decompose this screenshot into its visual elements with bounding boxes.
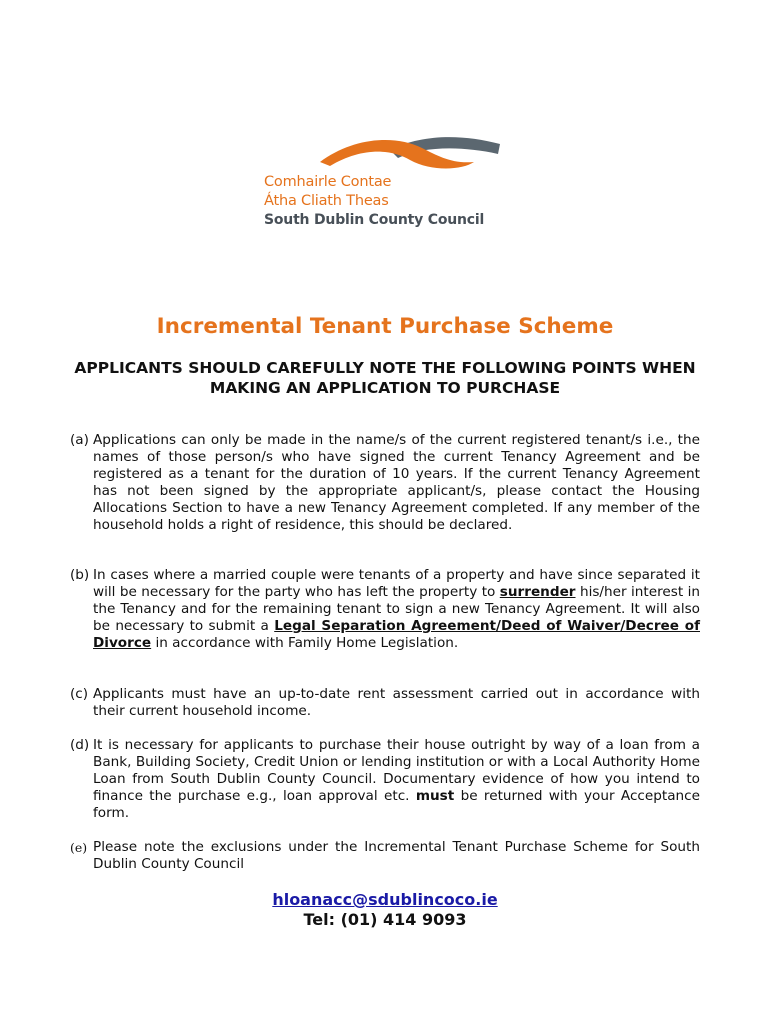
logo-english-name: South Dublin County Council [264, 212, 485, 228]
point-a-text: Applications can only be made in the name/s of the current registered tenant/s i.e., the names of those person/s who have signed the current Tenancy Agreement and be registered as a tenant for the duration of 10 years. If the current Tenancy Agreement has not been signed by the appropriate applicant/s, please contact the Housing Allocations Section to have a new Tenancy Agreement completed. If any member of the household holds a right of residence, this should be declared. [93, 432, 700, 533]
point-d-text-part2: be returned with your Acceptance form. [93, 788, 700, 821]
point-c [70, 686, 700, 720]
contact-email-link[interactable]: hloanacc@sdublincoco.ie [272, 890, 498, 909]
point-c-text: Applicants must have an up-to-date rent assessment carried out in accordance with their current household income. [93, 686, 700, 719]
point-b-text-part2: his/her interest in the Tenancy and for the remaining tenant to sign a new Tenancy Agreement. It will also be necessary to submit a [93, 584, 700, 634]
must-emphasis: must [415, 788, 455, 804]
point-d [70, 737, 700, 822]
point-e-label: (e) [70, 840, 88, 855]
contact-telephone: Tel: (01) 414 9093 [303, 910, 467, 929]
page-subtitle: APPLICANTS SHOULD CAREFULLY NOTE THE FOLLOWING POINTS WHEN MAKING AN APPLICATION TO PURCHASE [74, 359, 696, 397]
surrender-emphasis: surrender [499, 584, 576, 600]
point-b-text-part3: in accordance with Family Home Legislation. [151, 635, 459, 651]
point-a-label: (a) [70, 432, 89, 448]
point-b [70, 567, 700, 652]
point-b-label: (b) [70, 567, 90, 583]
logo-irish-line-1: Comhairle Contae [264, 174, 392, 190]
legal-separation-emphasis: Legal Separation Agreement/Deed of Waiver/Decree of Divorce [93, 618, 700, 651]
point-a [70, 432, 700, 534]
logo-irish-line-2: Átha Cliath Theas [264, 193, 389, 209]
point-e [70, 839, 700, 873]
point-b-text [93, 567, 700, 652]
page-title: Incremental Tenant Purchase Scheme [156, 314, 614, 339]
point-e-text: Please note the exclusions under the Incremental Tenant Purchase Scheme for South Dublin County Council [93, 839, 700, 872]
point-c-label: (c) [70, 686, 89, 702]
point-b-text-part1: In cases where a married couple were tenants of a property and have since separated it will be necessary for the party who has left the property to [93, 567, 700, 600]
council-logo [262, 136, 502, 236]
council-logo-wave-icon [312, 136, 502, 176]
point-d-text-part1: It is necessary for applicants to purchase their house outright by way of a loan from a Bank, Building Society, Credit Union or lending institution or with a Local Authority Home Loan from South Dublin County Council. Documentary evidence of how you intend to finance the purchase e.g., loan approval etc. [93, 737, 700, 804]
point-d-text [93, 737, 700, 822]
point-d-label: (d) [70, 737, 90, 753]
